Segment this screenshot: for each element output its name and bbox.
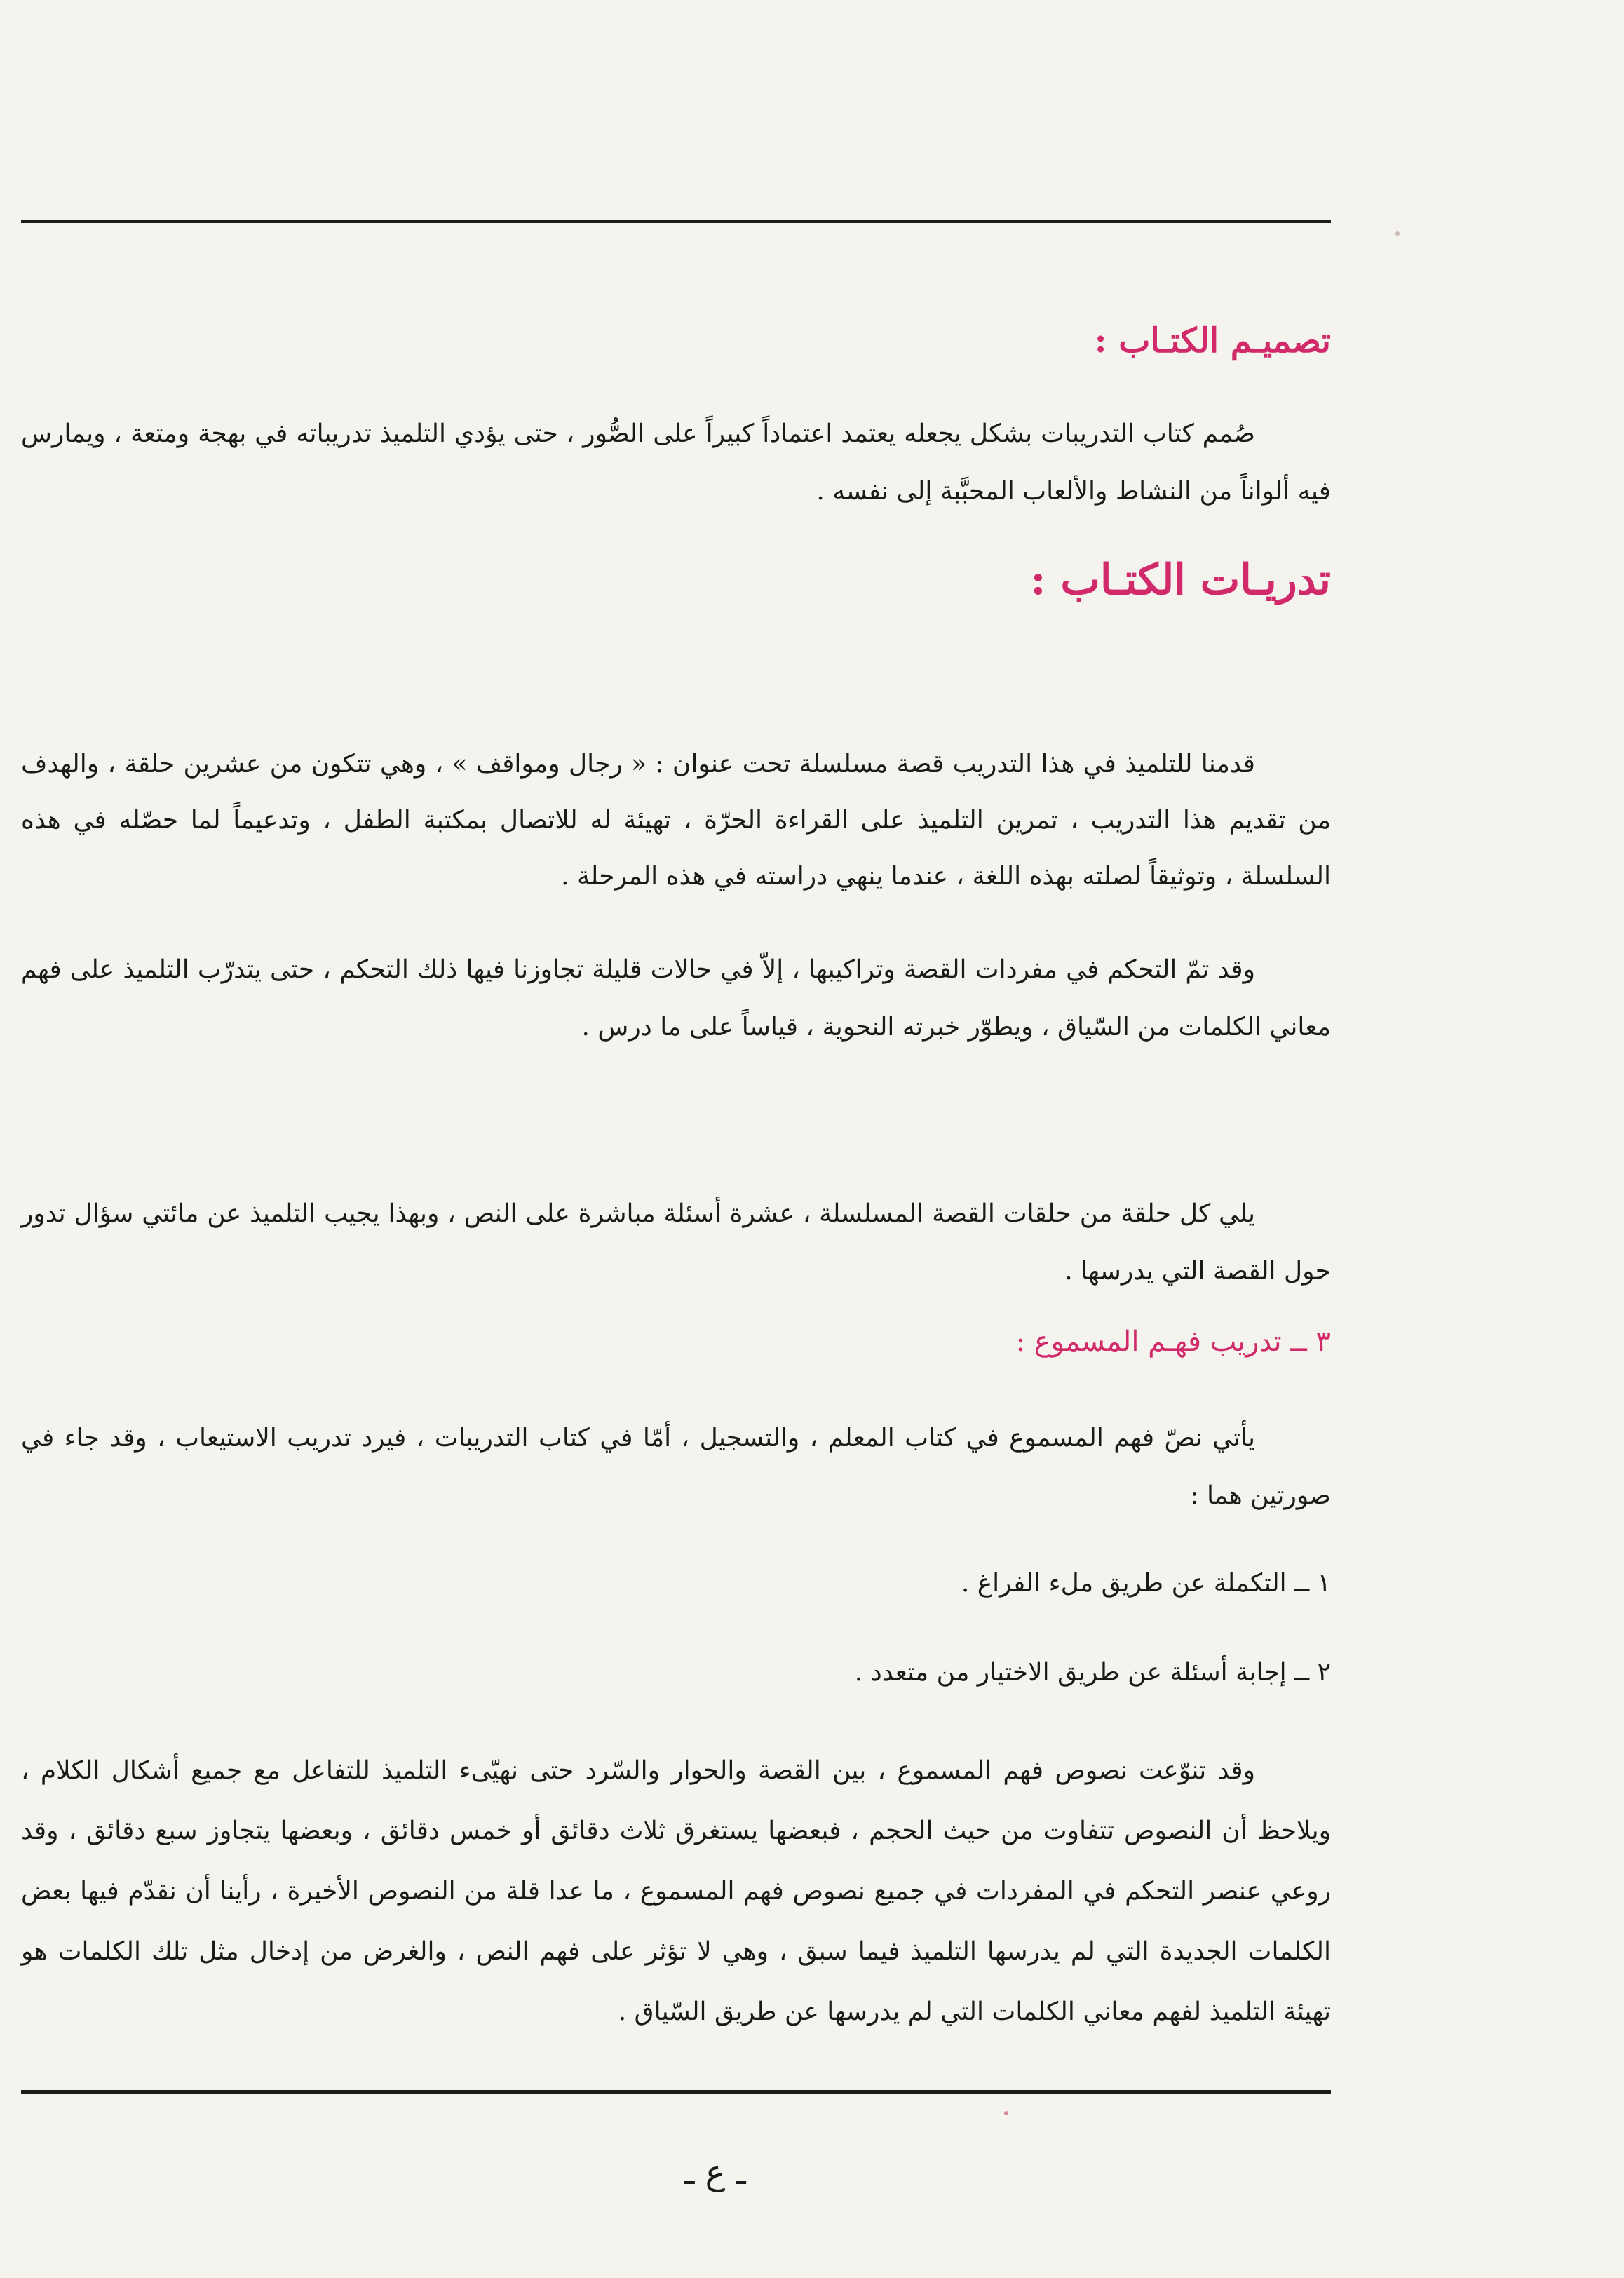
section-heading-book-design: تصميـم الكتـاب : (1094, 321, 1331, 360)
paragraph-drills-vocabulary-control: وقد تمّ التحكم في مفردات القصة وتراكيبها ، إلاّ في حالات قليلة تجاوزنا فيها ذلك التحكم ، حتى يتدرّب التلميذ على فهم معاني الكلمات من السّياق ، ويطوّر خبرته النحوية ، قياساً على ما درس . (21, 955, 1331, 1042)
paragraph-drills-questions: يلي كل حلقة من حلقات القصة المسلسلة ، عشرة أسئلة مباشرة على النص ، وبهذا يجيب التلميذ عن مائتي سؤال تدور حول القصة التي يدرسها . (21, 1199, 1331, 1286)
list-item-multiple-choice: ٢ ــ إجابة أسئلة عن طريق الاختيار من متعدد . (854, 1658, 1331, 1687)
paragraph-listening-texts: وقد تنوّعت نصوص فهم المسموع ، بين القصة والحوار والسّرد حتى نهيّىء التلميذ للتفاعل مع جميع أشكال الكلام ، ويلاحظ أن النصوص تتفاوت من حيث الحجم ، فبعضها يستغرق ثلاث دقائق أو خمس دقائق ، وبعضها يتجاوز سبع دقائق ، وقد روعي عنصر التحكم في المفردات في جميع نصوص فهم المسموع ، ما عدا قلة من النصوص الأخيرة ، رأينا أن نقدّم فيها بعض الكلمات الجديدة التي لم يدرسها التلميذ فيما سبق ، وهي لا تؤثر على فهم النص ، والغرض من إدخال مثل تلك الكلمات هو تهيئة التلميذ لفهم معاني الكلمات التي لم يدرسها عن طريق السّياق . (21, 1756, 1331, 2026)
page-number: ـ ع ـ (684, 2153, 746, 2192)
section-heading-listening-drill: ٣ ــ تدريب فهـم المسموع : (1015, 1326, 1331, 1358)
paragraph-drills-serial-story: قدمنا للتلميذ في هذا التدريب قصة مسلسلة تحت عنوان : « رجال ومواقف » ، وهي تتكون من عشرين حلقة ، والهدف من تقديم هذا التدريب ، تمرين التلميذ على القراءة الحرّة ، تهيئة له للاتصال بمكتبة الطفل ، وتدعيماً لما حصّله في هذه السلسلة ، وتوثيقاً لصلته بهذه اللغة ، عندما ينهي دراسته في هذه المرحلة . (21, 750, 1331, 891)
section-heading-book-drills: تدريـات الكتـاب : (1030, 555, 1331, 605)
bottom-divider (21, 2090, 1331, 2094)
page-body (21, 0, 1331, 2278)
paper-speck (1395, 231, 1400, 236)
paragraph-book-design: صُمم كتاب التدريبات بشكل يجعله يعتمد اعتماداً كبيراً على الصُّور ، حتى يؤدي التلميذ تدريباته في بهجة ومتعة ، ويمارس فيه ألواناً من النشاط والألعاب المحبَّبة إلى نفسه . (21, 419, 1331, 506)
list-item-fill-blank: ١ ــ التكملة عن طريق ملء الفراغ . (961, 1569, 1331, 1598)
paper-speck (1004, 2111, 1008, 2115)
paragraph-listening-intro: يأتي نصّ فهم المسموع في كتاب المعلم ، والتسجيل ، أمّا في كتاب التدريبات ، فيرد تدريب الاستيعاب ، وقد جاء في صورتين هما : (21, 1424, 1331, 1510)
